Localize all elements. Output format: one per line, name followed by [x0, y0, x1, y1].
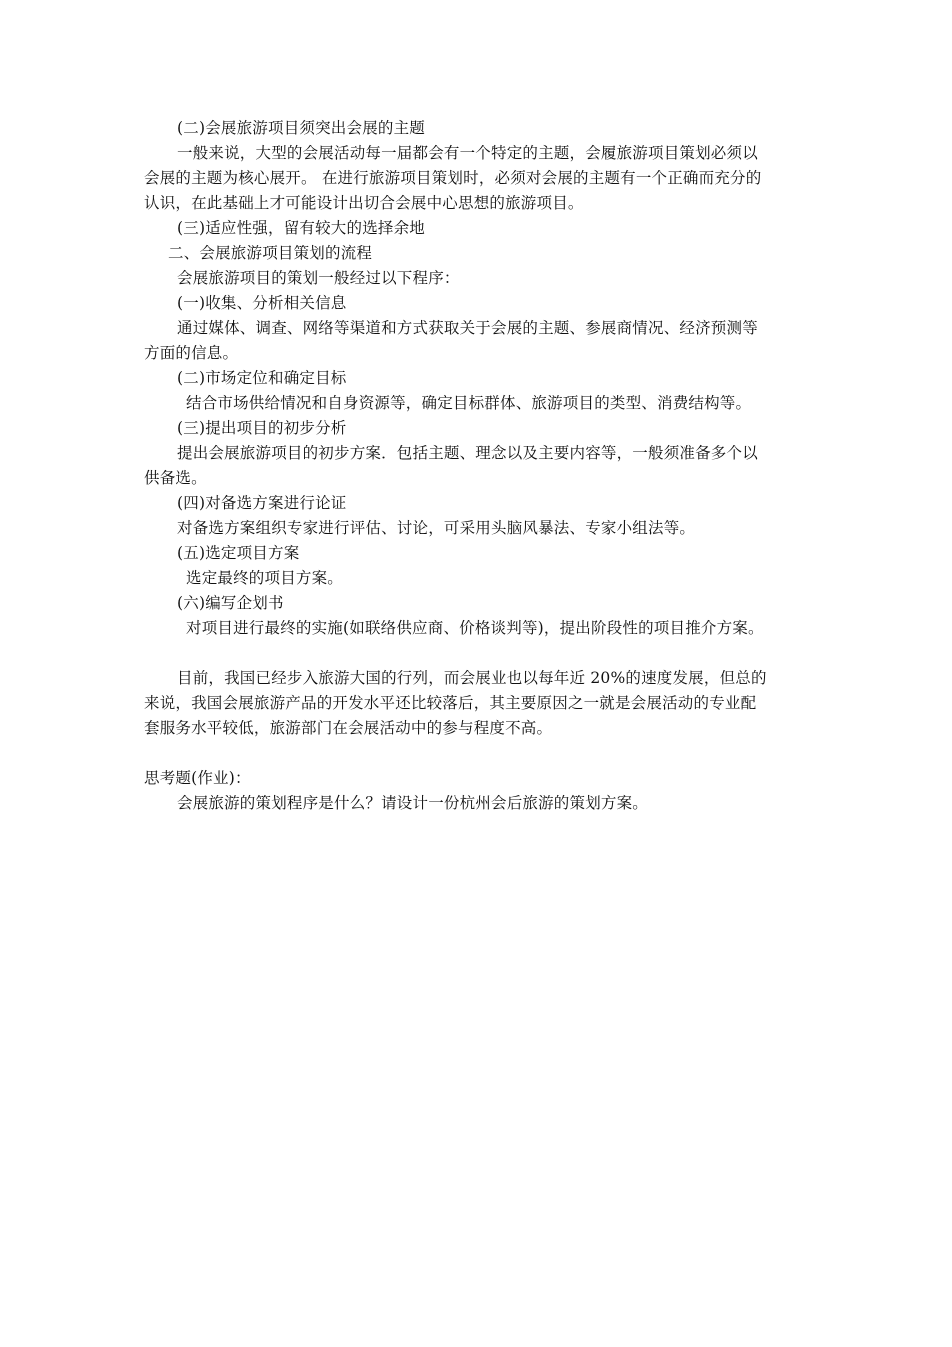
paragraph-line: 目前，我国已经步入旅游大国的行列，而会展业也以每年近 20%的速度发展，但总的 [177, 669, 767, 687]
paragraph-line: 提出会展旅游项目的初步方案．包括主题、理念以及主要内容等，一般须准备多个以 [177, 444, 758, 462]
paragraph-line: 通过媒体、调查、网络等渠道和方式获取关于会展的主题、参展商情况、经济预测等 [177, 319, 758, 337]
paragraph-line: 对项目进行最终的实施(如联络供应商、价格谈判等)，提出阶段性的项目推介方案。 [186, 619, 764, 637]
blank-line [144, 741, 808, 766]
section-heading: (一)收集、分析相关信息 [177, 294, 347, 312]
section-heading: (二)会展旅游项目须突出会展的主题 [177, 119, 425, 137]
paragraph-line: 供备选。 [144, 469, 207, 487]
paragraph-line: 认识，在此基础上才可能设计出切合会展中心思想的旅游项目。 [144, 194, 584, 212]
section-heading: (三)提出项目的初步分析 [177, 419, 347, 437]
major-heading: 二、会展旅游项目策划的流程 [168, 244, 373, 262]
paragraph-line: 来说，我国会展旅游产品的开发水平还比较落后，其主要原因之一就是会展活动的专业配 [144, 694, 757, 712]
paragraph-line: 对备选方案组织专家进行评估、讨论，可采用头脑风暴法、专家小组法等。 [177, 519, 696, 537]
paragraph-line: 选定最终的项目方案。 [186, 569, 344, 587]
paragraph-line: 一般来说，大型的会展活动每一届都会有一个特定的主题，会履旅游项目策划必须以 [177, 144, 758, 162]
document-body [144, 116, 808, 816]
paragraph-line: 方面的信息。 [144, 344, 239, 362]
section-heading: (六)编写企划书 [177, 594, 284, 612]
paragraph-line: 会展旅游项目的策划一般经过以下程序： [177, 269, 460, 287]
section-heading: (四)对备选方案进行论证 [177, 494, 347, 512]
section-heading: (五)选定项目方案 [177, 544, 300, 562]
paragraph-line: 会展旅游的策划程序是什么？请设计一份杭州会后旅游的策划方案。 [177, 794, 649, 812]
paragraph-line: 会展的主题为核心展开。 在进行旅游项目策划时，必须对会展的主题有一个正确而充分的 [144, 169, 762, 187]
blank-line [144, 641, 808, 666]
paragraph-line: 套服务水平较低，旅游部门在会展活动中的参与程度不高。 [144, 719, 553, 737]
paragraph-line: 思考题(作业)： [144, 769, 251, 787]
paragraph-line: 结合市场供给情况和自身资源等，确定目标群体、旅游项目的类型、消费结构等。 [186, 394, 752, 412]
section-heading: (三)适应性强，留有较大的选择余地 [177, 219, 425, 237]
section-heading: (二)市场定位和确定目标 [177, 369, 347, 387]
